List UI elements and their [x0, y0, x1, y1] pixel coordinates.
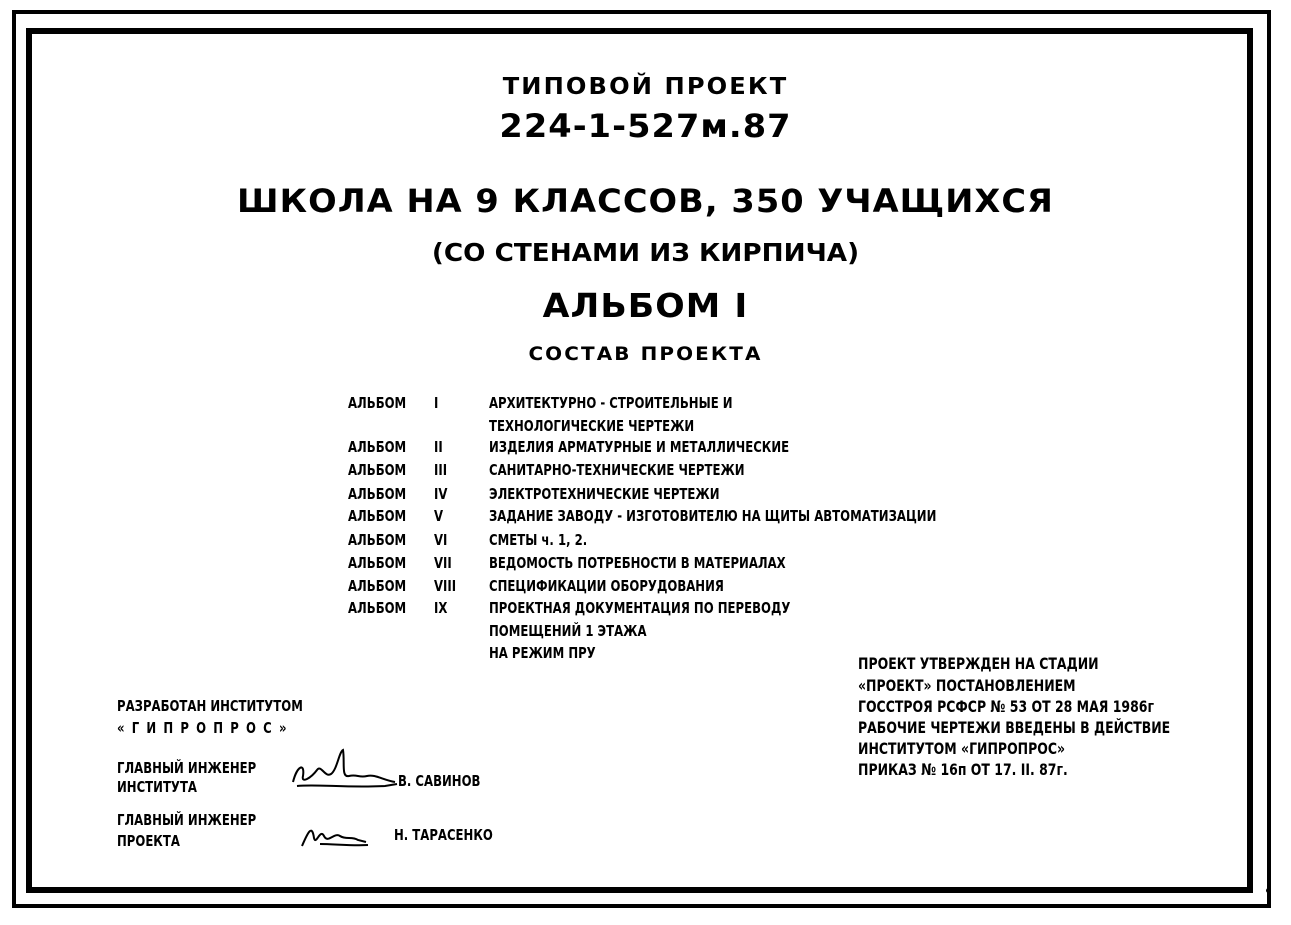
approval-line: РАБОЧИЕ ЧЕРТЕЖИ ВВЕДЕНЫ В ДЕЙСТВИЕ	[858, 718, 1171, 737]
document-subtitle: (СО СТЕНАМИ ИЗ КИРПИЧА)	[431, 238, 860, 267]
developer-institute: « Г И П Р О П Р О С »	[117, 719, 289, 737]
chief-engineer-institute-name: В. САВИНОВ	[398, 772, 481, 790]
chief-engineer-institute-title: ГЛАВНЫЙ ИНЖЕНЕР	[117, 759, 257, 777]
approval-line: ГОССТРОЯ РСФСР № 53 ОТ 28 МАЯ 1986г	[858, 697, 1154, 716]
album-number: V	[434, 507, 444, 525]
album-label: АЛЬБОМ	[348, 554, 407, 572]
album-label: АЛЬБОМ	[348, 461, 407, 479]
album-label: АЛЬБОМ	[348, 438, 407, 456]
album-number: II	[434, 438, 443, 456]
developer-line: РАЗРАБОТАН ИНСТИТУТОМ	[117, 697, 303, 715]
album-description: ПОМЕЩЕНИЙ 1 ЭТАЖА	[489, 622, 647, 640]
album-description: ЭЛЕКТРОТЕХНИЧЕСКИЕ ЧЕРТЕЖИ	[489, 485, 720, 503]
album-number: III	[434, 461, 448, 479]
chief-engineer-project-name: Н. ТАРАСЕНКО	[394, 826, 493, 844]
album-description: ИЗДЕЛИЯ АРМАТУРНЫЕ И МЕТАЛЛИЧЕСКИЕ	[489, 438, 790, 456]
chief-engineer-project-title: ПРОЕКТА	[117, 832, 180, 850]
approval-line: «ПРОЕКТ» ПОСТАНОВЛЕНИЕМ	[858, 676, 1076, 695]
album-description: СМЕТЫ ч. 1, 2.	[489, 531, 588, 549]
album-number: I	[434, 394, 439, 412]
album-description: ЗАДАНИЕ ЗАВОДУ - ИЗГОТОВИТЕЛЮ НА ЩИТЫ АВТОМАТИЗАЦИИ	[489, 507, 937, 525]
signature-savinov	[287, 748, 407, 794]
album-label: АЛЬБОМ	[348, 507, 407, 525]
album-number: VII	[434, 554, 452, 572]
album-description: ПРОЕКТНАЯ ДОКУМЕНТАЦИЯ ПО ПЕРЕВОДУ	[489, 599, 791, 617]
album-number: VI	[434, 531, 448, 549]
album-description: СПЕЦИФИКАЦИИ ОБОРУДОВАНИЯ	[489, 577, 724, 595]
document-title: ШКОЛА НА 9 КЛАССОВ, 350 УЧАЩИХСЯ	[237, 182, 1054, 220]
album-description: АРХИТЕКТУРНО - СТРОИТЕЛЬНЫЕ И	[489, 394, 733, 412]
album-label: АЛЬБОМ	[348, 599, 407, 617]
album-number: IX	[434, 599, 448, 617]
approval-line: ПРИКАЗ № 16п ОТ 17. II. 87г.	[858, 760, 1068, 779]
album-description: НА РЕЖИМ ПРУ	[489, 644, 596, 662]
album-label: АЛЬБОМ	[348, 577, 407, 595]
album-label: АЛЬБОМ	[348, 531, 407, 549]
album-number: VIII	[434, 577, 457, 595]
signature-tarasenko	[300, 818, 372, 850]
typical-project-label: ТИПОВОЙ ПРОЕКТ	[502, 74, 789, 100]
corner-dot	[1266, 888, 1271, 893]
album-label: АЛЬБОМ	[348, 394, 407, 412]
approval-line: ПРОЕКТ УТВЕРЖДЕН НА СТАДИИ	[858, 654, 1099, 673]
composition-heading: СОСТАВ ПРОЕКТА	[528, 343, 763, 365]
chief-engineer-institute-title: ИНСТИТУТА	[117, 778, 197, 796]
album-number: IV	[434, 485, 448, 503]
project-number: 224-1-527м.87	[499, 107, 792, 145]
album-description: ТЕХНОЛОГИЧЕСКИЕ ЧЕРТЕЖИ	[489, 417, 695, 435]
album-label: АЛЬБОМ	[348, 485, 407, 503]
album-description: ВЕДОМОСТЬ ПОТРЕБНОСТИ В МАТЕРИАЛАХ	[489, 554, 786, 572]
album-heading: АЛЬБОМ I	[542, 286, 749, 325]
chief-engineer-project-title: ГЛАВНЫЙ ИНЖЕНЕР	[117, 811, 257, 829]
album-description: САНИТАРНО-ТЕХНИЧЕСКИЕ ЧЕРТЕЖИ	[489, 461, 745, 479]
approval-line: ИНСТИТУТОМ «ГИПРОПРОС»	[858, 739, 1066, 758]
